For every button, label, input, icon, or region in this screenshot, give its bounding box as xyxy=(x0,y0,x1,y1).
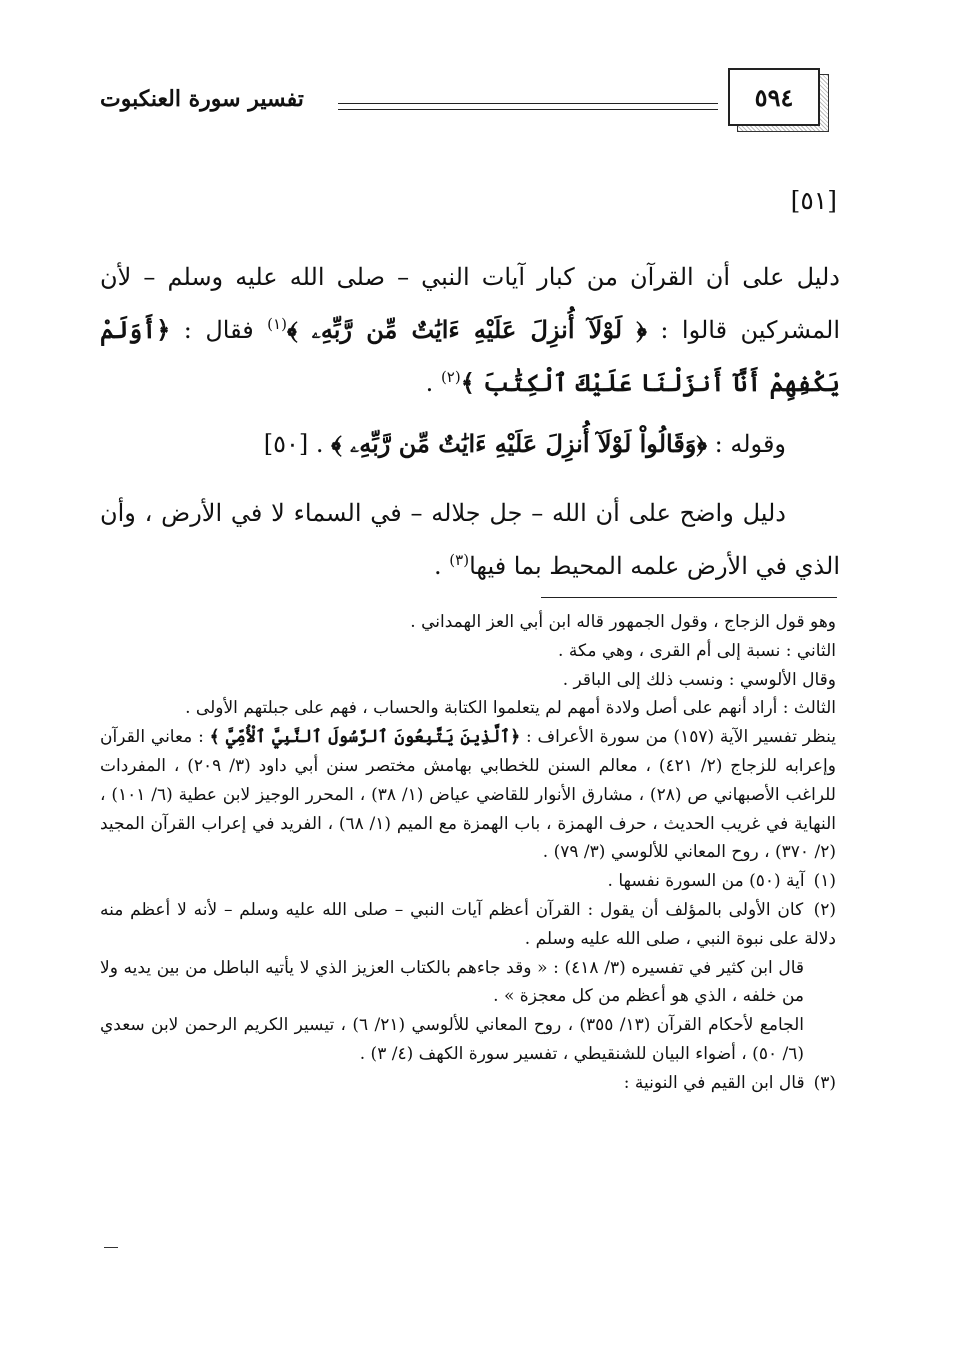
footnote-sources-text: : معاني القرآن وإعرابه للزجاج (٢/ ٤٢١) ، معالم السنن للخطابي بهامش مختصر سنن أبي داود (٣/ ٢٠٩) ، المفردات للراغب الأصبهاني ص (٢٨) ، مشارق الأنوار للقاضي عياض (١/ ٣٨) ، المحرر الوجيز لابن عطية (٦/ ١٠١) ، النهاية في غريب الحديث ، حرف الهمزة ، باب الهمزة مع الميم (١/ ٦٨) ، الفريد في إعراب القرآن المجيد (٢/ ٣٧٠) ، روح المعاني للألوسي (٣/ ٧٩) . xyxy=(100,727,836,863)
footnote-1-number: (١) xyxy=(813,871,836,892)
footnote-2 xyxy=(100,896,836,954)
footnote-2-quote: قال ابن كثير في تفسيره (٣/ ٤١٨) : « وقد جاءهم بالكتاب العزيز الذي لا يأتيه الباطل من بين يديه ولا من خلفه ، الذي هو أعظم من كل معجزة » . xyxy=(100,957,805,1007)
footnote-3-number: (٣) xyxy=(813,1072,836,1093)
footnote-2-references: الجامع لأحكام القرآن (١٣/ ٣٥٥) ، روح المعاني للألوسي (٢١/ ٦) ، تيسير الكريم الرحمن لابن سعدي (٦/ ٥٠) ، أضواء البيان للشنقيطي ، تفسير سورة الكهف (٤/ ٣) . xyxy=(100,1015,805,1064)
footnote-3 xyxy=(100,1069,836,1098)
paragraph-1 xyxy=(100,254,840,407)
footnote-sources xyxy=(100,723,836,867)
running-title: تفسير سورة العنكبوت xyxy=(100,86,304,112)
footnote-1 xyxy=(100,867,836,896)
footnote-separator xyxy=(541,597,837,598)
quran-verse-2: ﴿أَوَلَمْ يَكْفِهِمْ أَنَّآ أَنزَلْنَا عَلَيْكَ ٱلْكِتَٰبَ ﴾ xyxy=(100,315,840,397)
paragraph-2 xyxy=(100,420,840,468)
section-reference: [٥١] xyxy=(790,186,837,215)
footnote-marker-1[interactable]: (١) xyxy=(267,315,287,333)
footnote-quran-verse: ﴿ٱلَّذِينَ يَتَّبِعُونَ ٱلرَّسُولَ ٱلنَّبِيَّ ٱلْأُمِّيَّ ﴾ xyxy=(209,727,521,748)
continuation-dash xyxy=(104,1247,118,1248)
footnote-continuation-line: وهو قول الزجاج ، وقول الجمهور قاله ابن أبي العز الهمداني . xyxy=(410,612,836,632)
footnote-continuation-line: الثالث : أراد أنهم على أصل ولادة أمهم لم يتعلموا الكتابة والحساب ، فهم على جبلتهم الأولى . xyxy=(185,698,836,719)
footnote-2-number: (٢) xyxy=(813,899,836,920)
paragraph-3-text-b: . xyxy=(434,552,450,580)
paragraph-1-text-a: دليل على أن القرآن من كبار آيات النبي – صلى الله عليه وسلم – لأن المشركين قالوا : xyxy=(100,263,840,344)
footnote-continuation-line: وقال الألوسي : ونسب ذلك إلى الباقر . xyxy=(562,669,836,690)
quran-verse-3: ﴿وَقَالُواْ لَوْلَآ أُنزِلَ عَلَيْهِ ءَايَٰتٌ مِّن رَّبِّهِۦ ﴾ xyxy=(331,429,708,458)
footnote-1-text: آية (٥٠) من السورة نفسها . xyxy=(607,871,805,892)
footnote-marker-2[interactable]: (٢) xyxy=(440,368,461,386)
footnote-2-text: كان الأولى بالمؤلف أن يقول : القرآن أعظم آيات النبي – صلى الله عليه وسلم – لأنه لا أعظم منه دلالة على نبوة النبي ، صلى الله عليه وسلم . xyxy=(100,899,836,949)
paragraph-3 xyxy=(100,490,840,590)
paragraph-1-text-c: . xyxy=(425,369,441,397)
page-number xyxy=(728,68,820,126)
footnote-marker-3[interactable]: (٣) xyxy=(449,551,470,569)
header-rule xyxy=(338,103,718,104)
header-rule xyxy=(338,109,718,110)
paragraph-3-text-a: دليل واضح على أن الله – جل جلاله – في السماء لا في الأرض ، وأن الذي في الأرض علمه المحيط بما فيها xyxy=(100,499,840,580)
page-number-text: ٥٩٤ xyxy=(754,82,794,112)
footnotes xyxy=(100,608,836,1098)
paragraph-2-text-b: . [٥٠] xyxy=(263,430,332,458)
paragraph-1-text-b: فقال : xyxy=(170,316,268,344)
paragraph-2-text-a: وقوله : xyxy=(707,430,786,458)
footnote-continuation-line: الثاني : نسبة إلى أم القرى ، وهي مكة . xyxy=(558,640,836,661)
footnote-sources-intro: ينظر تفسير الآية (١٥٧) من سورة الأعراف : xyxy=(520,727,836,748)
quran-verse-1: ﴿ لَوْلَآ أُنزِلَ عَلَيْهِ ءَايَٰتٌ مِّن رَّبِّهِۦ ﴾ xyxy=(286,315,647,344)
footnote-3-text: قال ابن القيم في النونية : xyxy=(623,1072,805,1093)
